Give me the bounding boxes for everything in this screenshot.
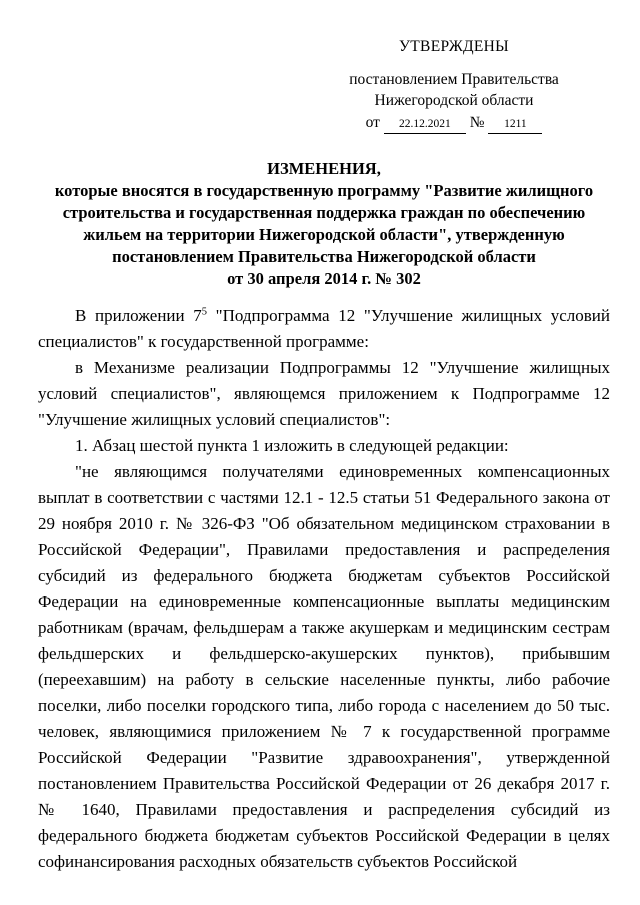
approval-block [306,36,602,134]
paragraph-1 [38,303,610,355]
paragraph-4: "не являющимся получателями единовременных компенсационных выплат в соответствии с частями 12.1 - 12.5 статьи 51 Федерального закона от 29 ноября 2010 г. № 326-ФЗ "Об обязательном медицинском страховании в Российской Федерации", Правилами предоставления и распределения субсидий из федерального бюджета бюджетам субъектов Российской Федерации на единовременные компенсационные выплаты медицинским работникам (врачам, фельдшерам а также акушеркам и медицинским сестрам фельдшерских и фельдшерско-акушерских пунктов), прибывшим (переехавшим) на работу в сельские населенные пункты, либо рабочие поселки, либо поселки городского типа, либо города с населением до 50 тыс. человек, являющимися приложением № 7 к государственной программе Российской Федерации "Развитие здравоохранения", утвержденной постановлением Правительства Российской Федерации от 26 декабря 2017 г. № 1640, Правилами предоставления и распределения субсидий из федерального бюджета бюджетам субъектов Российской Федерации в целях софинансирования расходных обязательств субъектов Российской [38,462,610,871]
title-line-5: постановлением Правительства Нижегородской области [112,247,536,266]
ot-label: от [365,114,380,131]
title-line-4: жильем на территории Нижегородской области", утвержденную [83,225,565,244]
approval-line-1: постановлением Правительства [349,71,559,88]
paragraph-1-text: В приложении 7 [75,306,202,325]
paragraph-1-text-after: "Подпрограмма 12 "Улучшение жилищных условий специалистов" к государственной программе: [38,306,610,351]
title-line-6: от 30 апреля 2014 г. № 302 [227,269,421,288]
document-title [38,158,610,290]
footnote-superscript: 5 [201,306,208,318]
no-label: № [469,114,485,131]
approval-stamp: УТВЕРЖДЕНЫ [399,38,509,55]
title-line-3: строительства и государственная поддержка граждан по обеспечению [62,203,586,222]
approval-date-number-line [306,112,602,134]
title-line-1: ИЗМЕНЕНИЯ, [267,159,381,178]
approval-number: 1211 [488,118,542,134]
title-line-2: которые вносятся в государственную программу "Развитие жилищного [54,181,594,200]
approval-line-2: Нижегородской области [374,92,534,109]
paragraph-2: в Механизме реализации Подпрограммы 12 "Улучшение жилищных условий специалистов", являющемся приложением к Подпрограмме 12 "Улучшение жилищных условий специалистов": [38,358,610,429]
paragraph-3: 1. Абзац шестой пункта 1 изложить в следующей редакции: [75,436,509,455]
approval-date: 22.12.2021 [384,118,466,134]
document-body [38,303,610,875]
